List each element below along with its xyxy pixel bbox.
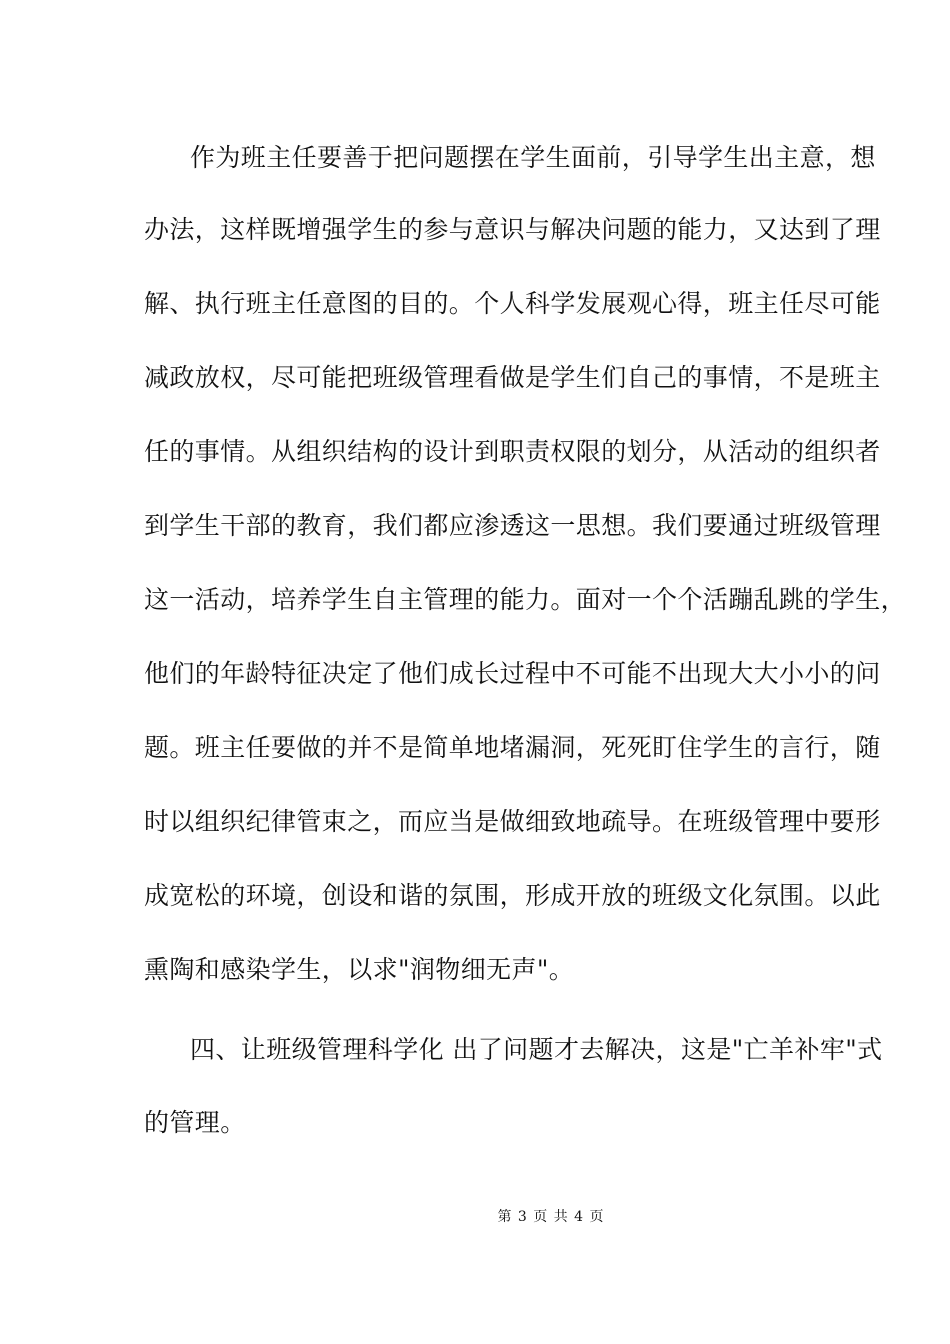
paragraph-1-line-4: 减政放权，尽可能把班级管理看做是学生们自己的事情，不是班主 <box>144 363 881 392</box>
paragraph-1-line-2: 办法，这样既增强学生的参与意识与解决问题的能力，又达到了理 <box>144 215 881 244</box>
paragraph-1-line-11: 成宽松的环境，创设和谐的氛围，形成开放的班级文化氛围。以此 <box>144 881 881 910</box>
paragraph-1-line-8: 他们的年龄特征决定了他们成长过程中不可能不出现大大小小的问 <box>144 659 881 688</box>
paragraph-1-line-7: 这一活动，培养学生自主管理的能力。面对一个个活蹦乱跳的学生， <box>144 585 907 614</box>
paragraph-1-line-1: 作为班主任要善于把问题摆在学生面前，引导学生出主意，想 <box>190 143 876 172</box>
paragraph-1-line-5: 任的事情。从组织结构的设计到职责权限的划分，从活动的组织者 <box>144 437 881 466</box>
page-footer: 第 3 页 共 4 页 <box>497 1209 605 1225</box>
paragraph-2-line-1: 四、让班级管理科学化 出了问题才去解决，这是"亡羊补牢"式 <box>190 1035 883 1064</box>
paragraph-1-line-12: 熏陶和感染学生，以求"润物细无声"。 <box>144 955 575 984</box>
paragraph-1-line-3: 解、执行班主任意图的目的。个人科学发展观心得，班主任尽可能 <box>144 289 881 318</box>
paragraph-1-line-9: 题。班主任要做的并不是简单地堵漏洞，死死盯住学生的言行，随 <box>144 733 881 762</box>
paragraph-1-line-6: 到学生干部的教育，我们都应渗透这一思想。我们要通过班级管理 <box>144 511 881 540</box>
paragraph-1-line-10: 时以组织纪律管束之，而应当是做细致地疏导。在班级管理中要形 <box>144 807 881 836</box>
paragraph-2-line-2: 的管理。 <box>144 1108 246 1137</box>
